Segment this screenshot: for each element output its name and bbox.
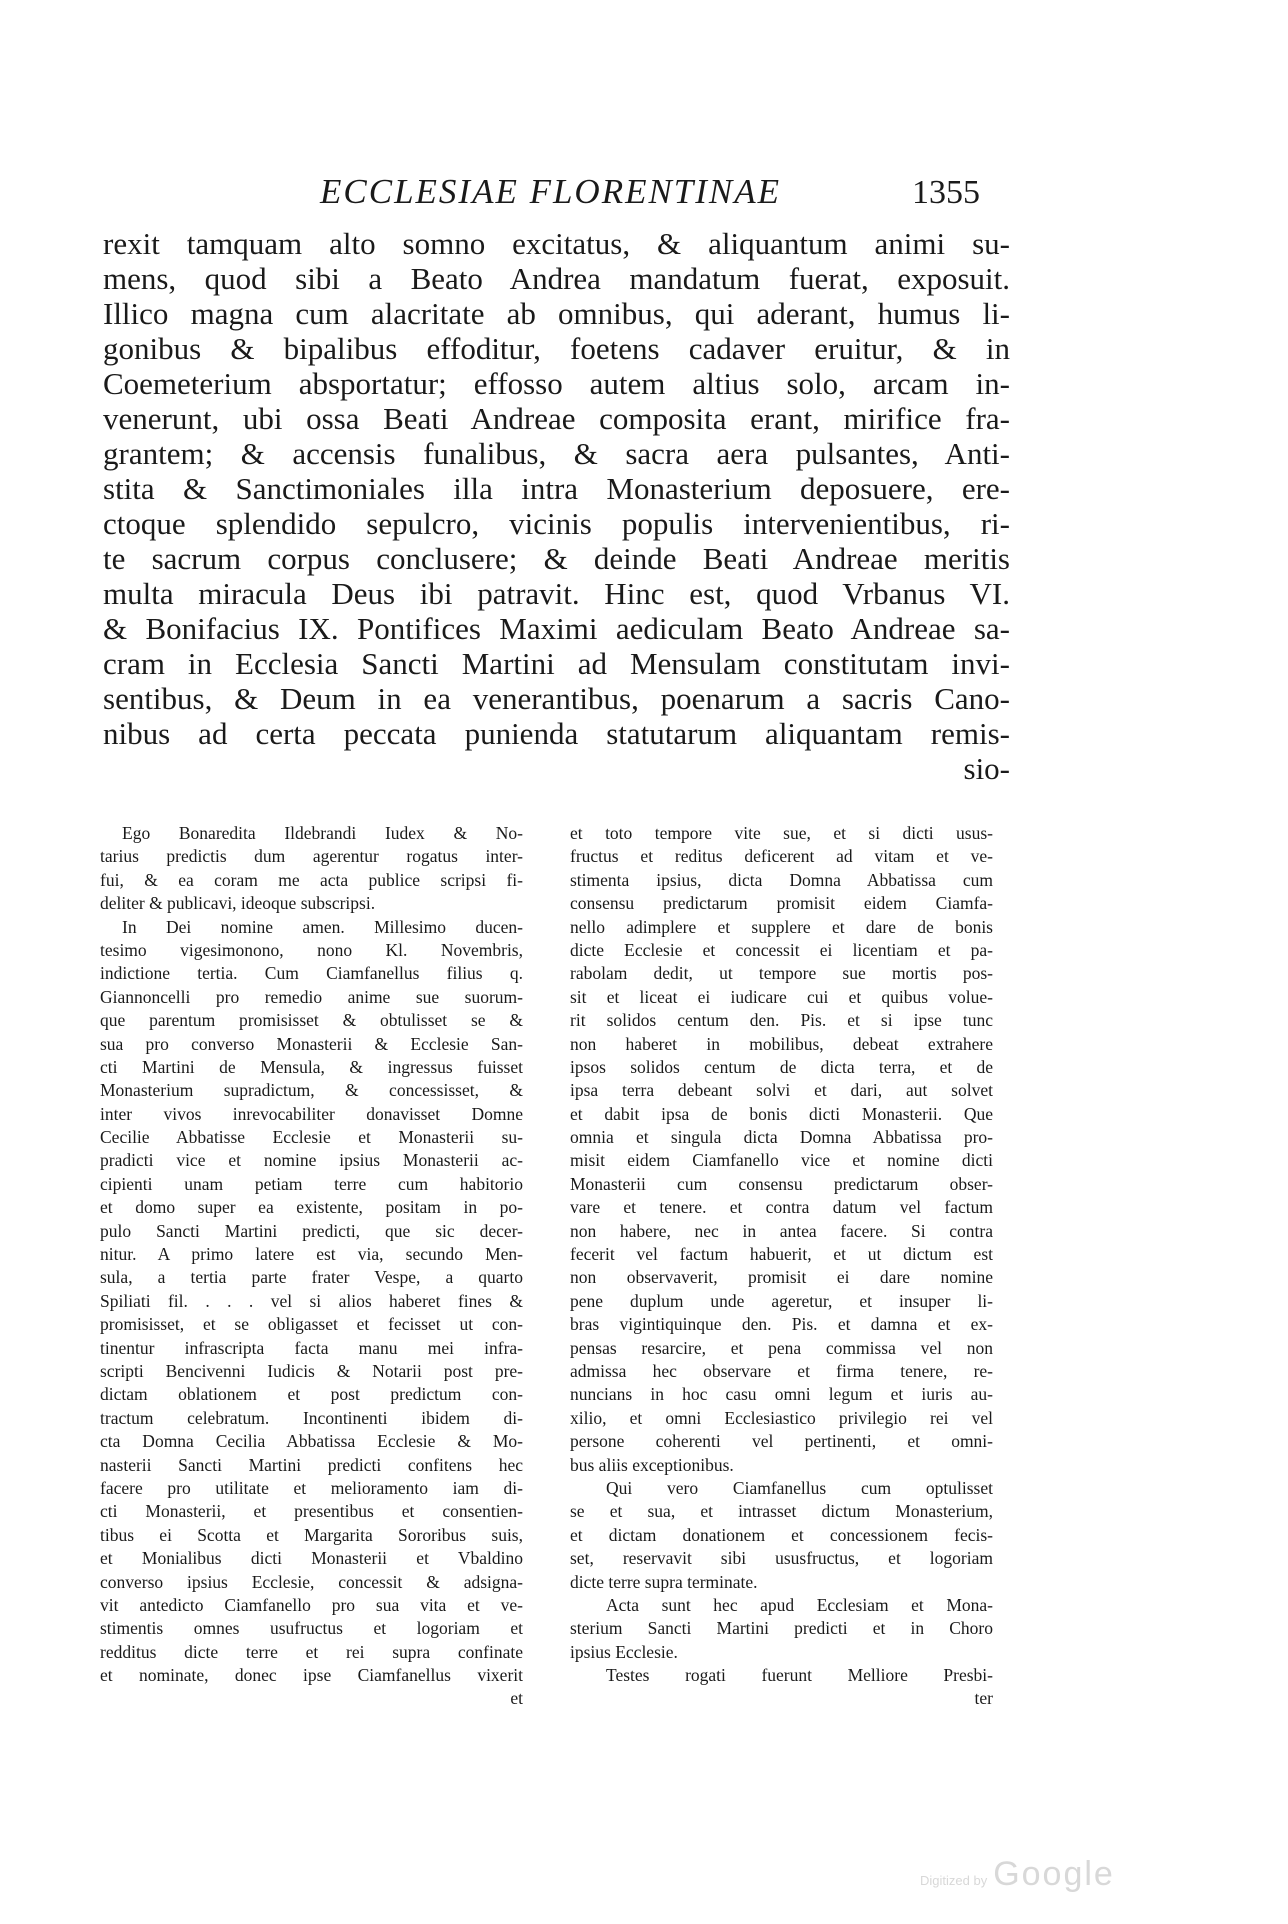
column-line: rit solidos centum den. Pis. et si ipse tunc <box>570 1010 993 1031</box>
text-line: gonibus & bipalibus effoditur, foetens cadaver eruitur, & in <box>103 331 1010 366</box>
column-line: et nominate, donec ipse Ciamfanellus vixerit <box>100 1665 523 1686</box>
column-line: tinentur infrascripta facta manu mei infra- <box>100 1337 523 1358</box>
column-line: bus aliis exceptionibus. <box>570 1454 734 1475</box>
column-line: nasterii Sancti Martini predicti confitens hec <box>100 1454 523 1475</box>
column-line: stimenta ipsius, dicta Domna Abbatissa cum <box>570 869 993 890</box>
column-line: redditus dicte terre et rei supra confinate <box>100 1641 523 1662</box>
column-line: stimentis omnes usufructus et logoriam et <box>100 1618 523 1639</box>
text-line: rexit tamquam alto somno excitatus, & aliquantum animi su- <box>103 226 1010 261</box>
column-line: tesimo vigesimonono, nono Kl. Novembris, <box>100 939 523 960</box>
column-line: tarius predictis dum agerentur rogatus inter- <box>100 846 523 867</box>
main-text-block <box>103 226 1010 786</box>
column-line: sua pro converso Monasterii & Ecclesie San- <box>100 1033 523 1054</box>
google-logo: Google <box>993 1855 1115 1893</box>
column-line: sit et liceat ei iudicare cui et quibus volue- <box>570 986 993 1007</box>
column-line: Cecilie Abbatisse Ecclesie et Monasterii su- <box>100 1127 523 1148</box>
column-line: et toto tempore vite sue, et si dicti usus- <box>570 823 993 843</box>
column-line: vit antedicto Ciamfanello pro sua vita et ve- <box>100 1594 523 1615</box>
right-column <box>570 822 993 1711</box>
column-line: misit eidem Ciamfanello vice et nomine dicti <box>570 1150 993 1171</box>
column-line: promisisset, et se obligasset et fecisset ut con- <box>100 1314 523 1335</box>
column-line: et Monialibus dicti Monasterii et Vbaldino <box>100 1548 523 1569</box>
column-line: dicte Ecclesie et concessit ei licentiam et pa- <box>570 939 993 960</box>
column-line: pensas resarcire, et pena commissa vel non <box>570 1337 993 1358</box>
column-line: set, reservavit sibi ususfructus, et logoriam <box>570 1548 993 1569</box>
column-line: pulo Sancti Martini predicti, que sic decer- <box>100 1220 523 1241</box>
column-line: nuncians in hoc casu omni legum et iuris au- <box>570 1384 993 1405</box>
column-line: cti Martini de Mensula, & ingressus fuisset <box>100 1056 523 1077</box>
column-line: non observaverit, promisit ei dare nomine <box>570 1267 993 1288</box>
column-line: persone coherenti vel pertinenti, et omni- <box>570 1431 993 1452</box>
column-line: se et sua, et intrasset dictum Monasterium, <box>570 1501 993 1522</box>
column-line: tractum celebratum. Incontinenti ibidem di- <box>100 1407 523 1428</box>
text-line: grantem; & accensis funalibus, & sacra aera pulsantes, Anti- <box>103 436 1010 471</box>
column-line: pradicti vice et nomine ipsius Monasterii ac- <box>100 1150 523 1171</box>
column-line: fructus et reditus deficerent ad vitam et ve- <box>570 846 993 867</box>
catchword: sio- <box>963 751 1010 786</box>
page-header <box>100 172 980 216</box>
page-number: 1355 <box>912 174 980 211</box>
text-line: te sacrum corpus conclusere; & deinde Beati Andreae meritis <box>103 541 1010 576</box>
column-line: xilio, et omni Ecclesiastico privilegio rei vel <box>570 1407 993 1428</box>
column-line: Monasterium supradictum, & concessisset, & <box>100 1080 523 1101</box>
column-line: dictam oblationem et post predictum con- <box>100 1384 523 1405</box>
left-column <box>100 822 523 1711</box>
text-line: Illico magna cum alacritate ab omnibus, qui aderant, humus li- <box>103 296 1010 331</box>
column-line: Spiliati fil. . . . vel si alios haberet fines & <box>100 1290 523 1311</box>
column-line: vare et tenere. et contra datum vel factum <box>570 1197 993 1218</box>
text-line: venerunt, ubi ossa Beati Andreae composita erant, mirifice fra- <box>103 401 1010 436</box>
column-line: Ego Bonaredita Ildebrandi Iudex & No- <box>122 823 523 843</box>
column-line: Testes rogati fuerunt Melliore Presbi- <box>606 1665 993 1686</box>
running-title: ECCLESIAE FLORENTINAE <box>320 172 782 211</box>
column-line: pene duplum unde ageretur, et insuper li- <box>570 1290 993 1311</box>
text-line: cram in Ecclesia Sancti Martini ad Mensulam constitutam invi- <box>103 646 1010 681</box>
text-line: sentibus, & Deum in ea venerantibus, poenarum a sacris Cano- <box>103 681 1010 716</box>
text-line: Coemeterium absportatur; effosso autem altius solo, arcam in- <box>103 366 1010 401</box>
column-line: sula, a tertia parte frater Vespe, a quarto <box>100 1267 523 1288</box>
column-line: et dabit ipsa de bonis dicti Monasterii. Que <box>570 1103 993 1124</box>
column-line: ipsius Ecclesie. <box>570 1641 678 1662</box>
column-line: nello adimplere et supplere et dare de bonis <box>570 916 993 937</box>
column-line: nitur. A primo latere est via, secundo Men- <box>100 1244 523 1265</box>
column-line: et domo super ea existente, positam in po- <box>100 1197 523 1218</box>
column-line: cipienti unam petiam terre cum habitorio <box>100 1173 523 1194</box>
column-line: inter vivos inrevocabiliter donavisset Domne <box>100 1103 523 1124</box>
column-line: ipsa terra debeant solvi et dari, aut solvet <box>570 1080 993 1101</box>
column-line: In Dei nomine amen. Millesimo ducen- <box>122 916 523 937</box>
column-line: Monasterii cum consensu predictarum obser- <box>570 1173 993 1194</box>
text-line: ctoque splendido sepulcro, vicinis populis intervenientibus, ri- <box>103 506 1010 541</box>
column-line: rabolam dedit, ut tempore sue mortis pos- <box>570 963 993 984</box>
column-line: sterium Sancti Martini predicti et in Choro <box>570 1618 993 1639</box>
digitized-watermark <box>920 1855 1115 1894</box>
column-line: non habere, nec in antea facere. Si contra <box>570 1220 993 1241</box>
column-catchword: et <box>510 1688 523 1709</box>
column-line: Acta sunt hec apud Ecclesiam et Mona- <box>606 1594 993 1615</box>
column-line: Qui vero Ciamfanellus cum optulisset <box>606 1477 993 1498</box>
watermark-prefix: Digitized by <box>920 1873 988 1888</box>
column-line: que parentum promisisset & obtulisset se & <box>100 1010 523 1031</box>
column-line: omnia et singula dicta Domna Abbatissa pro- <box>570 1127 993 1148</box>
column-line: et dictam donationem et concessionem fecis- <box>570 1524 993 1545</box>
column-catchword: ter <box>974 1688 993 1709</box>
column-line: ipsos solidos centum de dicta terra, et de <box>570 1056 993 1077</box>
column-line: Giannoncelli pro remedio anime sue suorum- <box>100 986 523 1007</box>
column-line: cti Monasterii, et presentibus et consentien- <box>100 1501 523 1522</box>
column-line: non haberet in mobilibus, debeat extrahere <box>570 1033 993 1054</box>
column-line: fecerit vel factum habuerit, et ut dictum est <box>570 1244 993 1265</box>
text-line: multa miracula Deus ibi patravit. Hinc est, quod Vrbanus VI. <box>103 576 1010 611</box>
column-line: scripti Bencivenni Iudicis & Notarii post pre- <box>100 1360 523 1381</box>
column-line: consensu predictarum promisit eidem Ciamfa- <box>570 893 993 914</box>
column-line: cta Domna Cecilia Abbatissa Ecclesie & Mo- <box>100 1431 523 1452</box>
column-line: dicte terre supra terminate. <box>570 1571 758 1592</box>
column-line: indictione tertia. Cum Ciamfanellus filius q. <box>100 963 523 984</box>
column-line: admissa hec observare et firma tenere, re- <box>570 1360 993 1381</box>
text-line: nibus ad certa peccata punienda statutarum aliquantam remis- <box>103 716 1010 751</box>
text-line: stita & Sanctimoniales illa intra Monasterium deposuere, ere- <box>103 471 1010 506</box>
text-line: & Bonifacius IX. Pontifices Maximi aediculam Beato Andreae sa- <box>103 611 1010 646</box>
column-line: bras vigintiquinque den. Pis. et damna et ex- <box>570 1314 993 1335</box>
text-line: mens, quod sibi a Beato Andrea mandatum fuerat, exposuit. <box>103 261 1010 296</box>
column-line: deliter & publicavi, ideoque subscripsi. <box>100 893 376 914</box>
column-line: facere pro utilitate et melioramento iam di- <box>100 1477 523 1498</box>
column-line: converso ipsius Ecclesie, concessit & adsigna- <box>100 1571 523 1592</box>
column-line: fui, & ea coram me acta publice scripsi fi- <box>100 869 523 890</box>
column-line: tibus ei Scotta et Margarita Sororibus suis, <box>100 1524 523 1545</box>
